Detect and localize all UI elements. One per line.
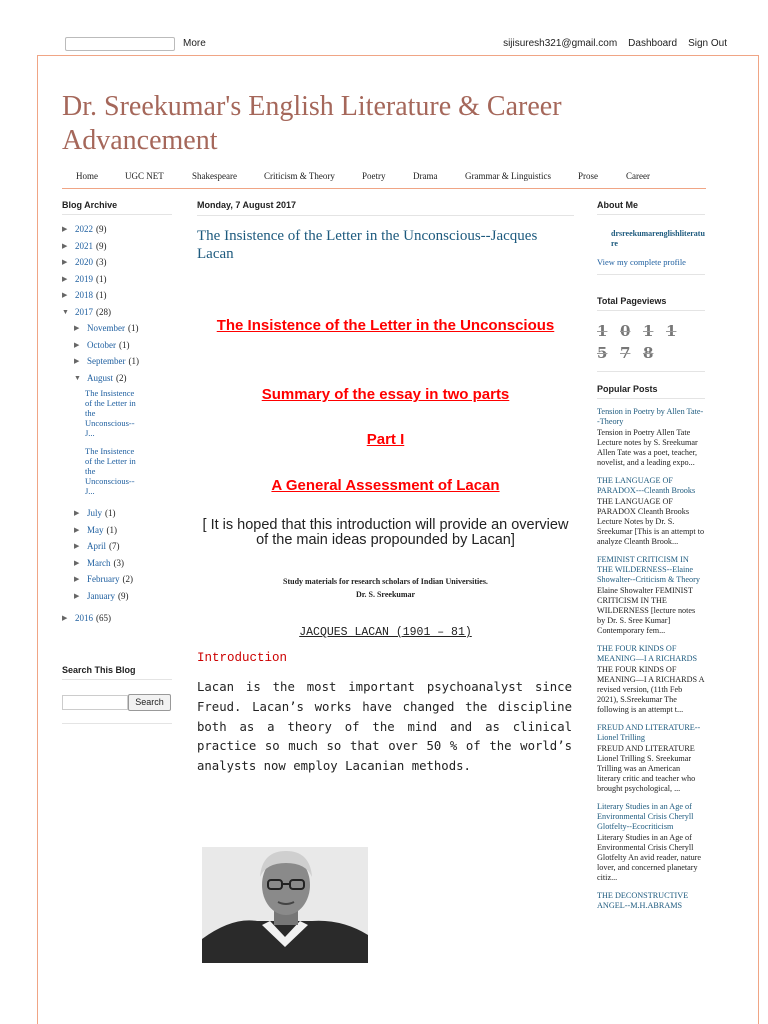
archive-count: (9) xyxy=(96,240,107,251)
expand-arrow-icon[interactable]: ▶ xyxy=(62,274,68,283)
expand-arrow-icon[interactable]: ▶ xyxy=(74,324,80,333)
archive-heading: Blog Archive xyxy=(62,200,172,215)
popular-post-snippet: THE LANGUAGE OF PARADOX Cleanth Brooks Lecture Notes by Dr. S. Sreekumar [This is an attempt to analyze Cleanth Brook... xyxy=(597,497,705,546)
archive-month-link[interactable]: November xyxy=(87,323,125,334)
expand-arrow-icon[interactable]: ▶ xyxy=(74,525,80,534)
archive-month-october[interactable] xyxy=(62,337,172,354)
pageview-digit: 7 xyxy=(620,344,631,362)
popular-posts-heading: Popular Posts xyxy=(597,384,705,399)
archive-count: (1) xyxy=(96,290,107,301)
lacan-portrait-image xyxy=(202,847,368,963)
divider xyxy=(62,723,172,724)
archive-year-link[interactable]: 2017 xyxy=(75,306,93,317)
archive-count: (3) xyxy=(96,257,107,268)
tab-poetry[interactable]: Poetry xyxy=(362,171,386,181)
popular-post xyxy=(597,644,705,715)
popular-post-snippet: THE FOUR KINDS OF MEANING—I A RICHARDS A revised version, (11th Feb 2021), S.Sreekumar The following is an attempt t... xyxy=(597,665,705,714)
popular-post xyxy=(597,891,705,911)
archive-month-link[interactable]: September xyxy=(87,356,126,367)
archive-year-2017[interactable] xyxy=(62,304,172,321)
top-navbar xyxy=(0,30,768,56)
archive-year-link[interactable]: 2018 xyxy=(75,290,93,301)
blog-search-input[interactable] xyxy=(62,695,128,710)
archive-month-link[interactable]: April xyxy=(87,541,106,552)
archive-count: (3) xyxy=(113,557,124,568)
archive-month-link[interactable]: March xyxy=(87,557,111,568)
expand-arrow-icon[interactable]: ▶ xyxy=(74,357,80,366)
tab-grammar-linguistics[interactable]: Grammar & Linguistics xyxy=(465,171,551,181)
profile-name-link[interactable]: drsreekumarenglishliterature xyxy=(611,229,705,248)
expand-arrow-icon[interactable]: ▶ xyxy=(74,575,80,584)
popular-post-title[interactable]: FREUD AND LITERATURE--Lionel Trilling xyxy=(597,723,701,742)
popular-post-title[interactable]: Tension in Poetry by Allen Tate--Theory xyxy=(597,407,704,426)
blog-archive xyxy=(62,200,172,627)
pageview-digit: 1 xyxy=(597,322,608,340)
page-tabs xyxy=(62,165,706,189)
popular-post-title[interactable]: FEMINIST CRITICISM IN THE WILDERNESS--Elaine Showalter--Criticism & Theory xyxy=(597,555,700,584)
expand-arrow-icon[interactable]: ▶ xyxy=(62,614,68,623)
archive-year-link[interactable]: 2019 xyxy=(75,273,93,284)
user-email: sijisuresh321@gmail.com xyxy=(503,38,618,49)
expand-arrow-icon[interactable]: ▶ xyxy=(62,241,68,250)
essay-heading: The Insistence of the Letter in the Unconscious xyxy=(216,317,555,334)
archive-month-november[interactable] xyxy=(62,320,172,337)
search-button[interactable]: Search xyxy=(128,694,171,711)
tab-ugc-net[interactable]: UGC NET xyxy=(125,171,164,181)
tab-criticism-theory[interactable]: Criticism & Theory xyxy=(264,171,335,181)
view-profile-link[interactable]: View my complete profile xyxy=(597,257,686,267)
divider xyxy=(597,371,705,372)
popular-post-title[interactable]: THE FOUR KINDS OF MEANING—I A RICHARDS xyxy=(597,644,698,663)
post-column xyxy=(197,200,574,774)
archive-post-list xyxy=(62,388,172,496)
pageview-digit: 1 xyxy=(666,322,677,340)
portrait-photo-icon xyxy=(202,847,368,963)
archive-month-link[interactable]: October xyxy=(87,339,116,350)
archive-month-march[interactable] xyxy=(62,555,172,572)
pageview-digit: 0 xyxy=(620,322,631,340)
lacan-heading: JACQUES LACAN (1901 – 81) xyxy=(299,626,472,639)
archive-month-link[interactable]: February xyxy=(87,574,120,585)
archive-year-2022[interactable] xyxy=(62,221,172,238)
archive-post-link[interactable]: The Insistence of the Letter in the Unconscious--J... xyxy=(85,388,136,438)
tab-prose[interactable]: Prose xyxy=(578,171,598,181)
archive-post-link[interactable]: The Insistence of the Letter in the Unconscious--J... xyxy=(85,446,136,496)
archive-month-may[interactable] xyxy=(62,522,172,539)
pageview-digit: 1 xyxy=(643,322,654,340)
archive-month-link[interactable]: January xyxy=(87,590,115,601)
popular-post-snippet: Literary Studies in an Age of Environmental Crisis Cheryll Glotfelty An avid reader, nature lover, and concerned planetary citiz... xyxy=(597,833,702,882)
post-title[interactable]: The Insistence of the Letter in the Unconscious--Jacques Lacan xyxy=(197,228,538,262)
archive-count: (7) xyxy=(109,541,120,552)
archive-year-2016[interactable] xyxy=(62,610,172,627)
pageviews-heading: Total Pageviews xyxy=(597,296,705,311)
sign-out-link[interactable]: Sign Out xyxy=(688,38,727,49)
archive-year-link[interactable]: 2022 xyxy=(75,224,93,235)
archive-count: (1) xyxy=(128,323,139,334)
archive-count: (9) xyxy=(118,590,129,601)
popular-post-snippet: FREUD AND LITERATURE Lionel Trilling S. Sreekumar Trilling was an American literary critic and teacher who brought psychological, ... xyxy=(597,744,696,793)
popular-post xyxy=(597,407,705,468)
archive-count: (65) xyxy=(96,613,111,624)
archive-month-august[interactable] xyxy=(62,370,172,387)
expand-arrow-icon[interactable]: ▶ xyxy=(74,558,80,567)
expand-arrow-icon[interactable]: ▶ xyxy=(74,509,80,518)
archive-month-link[interactable]: July xyxy=(87,508,103,519)
dashboard-link[interactable]: Dashboard xyxy=(628,38,678,49)
navbar-search-input[interactable] xyxy=(65,37,175,51)
archive-count: (1) xyxy=(106,524,117,535)
expand-arrow-icon[interactable]: ▶ xyxy=(74,542,80,551)
summary-heading: Summary of the essay in two parts xyxy=(261,386,510,403)
tab-home[interactable]: Home xyxy=(76,171,98,181)
popular-post xyxy=(597,476,705,547)
archive-count: (2) xyxy=(122,574,133,585)
archive-count: (28) xyxy=(96,306,111,317)
tab-shakespeare[interactable]: Shakespeare xyxy=(192,171,237,181)
archive-count: (1) xyxy=(119,339,130,350)
expand-arrow-icon[interactable]: ▶ xyxy=(62,225,68,234)
archive-month-link[interactable]: May xyxy=(87,524,104,535)
popular-post xyxy=(597,555,705,636)
intro-note: [ It is hoped that this introduction will provide an overview of the main ideas propounded by Lacan] xyxy=(202,517,569,548)
more-link[interactable]: More xyxy=(183,38,206,49)
collapse-arrow-icon[interactable]: ▼ xyxy=(62,307,69,316)
archive-year-2021[interactable] xyxy=(62,238,172,255)
part-heading: Part I xyxy=(366,431,405,448)
pageviews-counter xyxy=(597,320,705,364)
navbar-account-links xyxy=(503,38,727,49)
collapse-arrow-icon[interactable]: ▼ xyxy=(74,373,81,382)
popular-post-snippet: Elaine Showalter FEMINIST CRITICISM IN THE WILDERNESS [lecture notes by Dr. S. Sree Kumar] Contemporary fem... xyxy=(597,586,696,635)
archive-year-link[interactable]: 2020 xyxy=(75,257,93,268)
popular-post xyxy=(597,802,705,883)
right-sidebar xyxy=(597,200,705,911)
post-date: Monday, 7 August 2017 xyxy=(197,200,574,216)
divider xyxy=(597,274,705,275)
study-materials-text: Study materials for research scholars of Indian Universities. xyxy=(283,577,488,586)
archive-month-link[interactable]: August xyxy=(87,372,114,383)
blog-title[interactable]: Dr. Sreekumar's English Literature & Career Advancement xyxy=(62,91,562,156)
archive-month-april[interactable] xyxy=(62,538,172,555)
archive-month-september[interactable] xyxy=(62,353,172,370)
tab-career[interactable]: Career xyxy=(626,171,650,181)
pageview-digit: 5 xyxy=(597,344,608,362)
archive-count: (1) xyxy=(96,273,107,284)
introduction-heading: Introduction xyxy=(197,651,288,665)
archive-count: (2) xyxy=(116,372,127,383)
archive-count: (1) xyxy=(128,356,139,367)
expand-arrow-icon[interactable]: ▶ xyxy=(74,591,80,600)
expand-arrow-icon[interactable]: ▶ xyxy=(62,258,68,267)
archive-month-january[interactable] xyxy=(62,588,172,605)
author-text: Dr. S. Sreekumar xyxy=(355,590,416,599)
popular-post-title[interactable]: THE DECONSTRUCTIVE ANGEL--M.H.ABRAMS xyxy=(597,891,689,910)
expand-arrow-icon[interactable]: ▶ xyxy=(74,340,80,349)
popular-post-snippet: Tension in Poetry Allen Tate Lecture notes by S. Sreekumar Allen Tate was a poet, teacher, novelist, and a leading expo... xyxy=(597,428,698,467)
popular-post xyxy=(597,723,705,794)
about-heading: About Me xyxy=(597,200,705,215)
archive-year-2019[interactable] xyxy=(62,271,172,288)
popular-post-title[interactable]: Literary Studies in an Age of Environmental Crisis Cheryll Glotfelty--Ecocriticism xyxy=(597,802,694,831)
archive-count: (1) xyxy=(105,508,116,519)
archive-year-link[interactable]: 2016 xyxy=(75,613,93,624)
archive-year-2020[interactable] xyxy=(62,254,172,271)
pageview-digit: 8 xyxy=(643,344,654,362)
assessment-heading: A General Assessment of Lacan xyxy=(271,477,500,494)
tab-drama[interactable]: Drama xyxy=(413,171,438,181)
expand-arrow-icon[interactable]: ▶ xyxy=(62,291,68,300)
post-body: Lacan is the most important psychoanalyst since Freud. Lacan’s works have changed the discipline both as a theory of the mind and as clinical practice so much so that over 50 % of the world’s analysts now employ Lacanian methods. xyxy=(197,680,572,774)
archive-month-july[interactable] xyxy=(62,505,172,522)
popular-post-title[interactable]: THE LANGUAGE OF PARADOX---Cleanth Brooks xyxy=(597,476,696,495)
search-heading: Search This Blog xyxy=(62,665,172,680)
archive-year-link[interactable]: 2021 xyxy=(75,240,93,251)
archive-count: (9) xyxy=(96,224,107,235)
archive-month-february[interactable] xyxy=(62,571,172,588)
archive-year-2018[interactable] xyxy=(62,287,172,304)
